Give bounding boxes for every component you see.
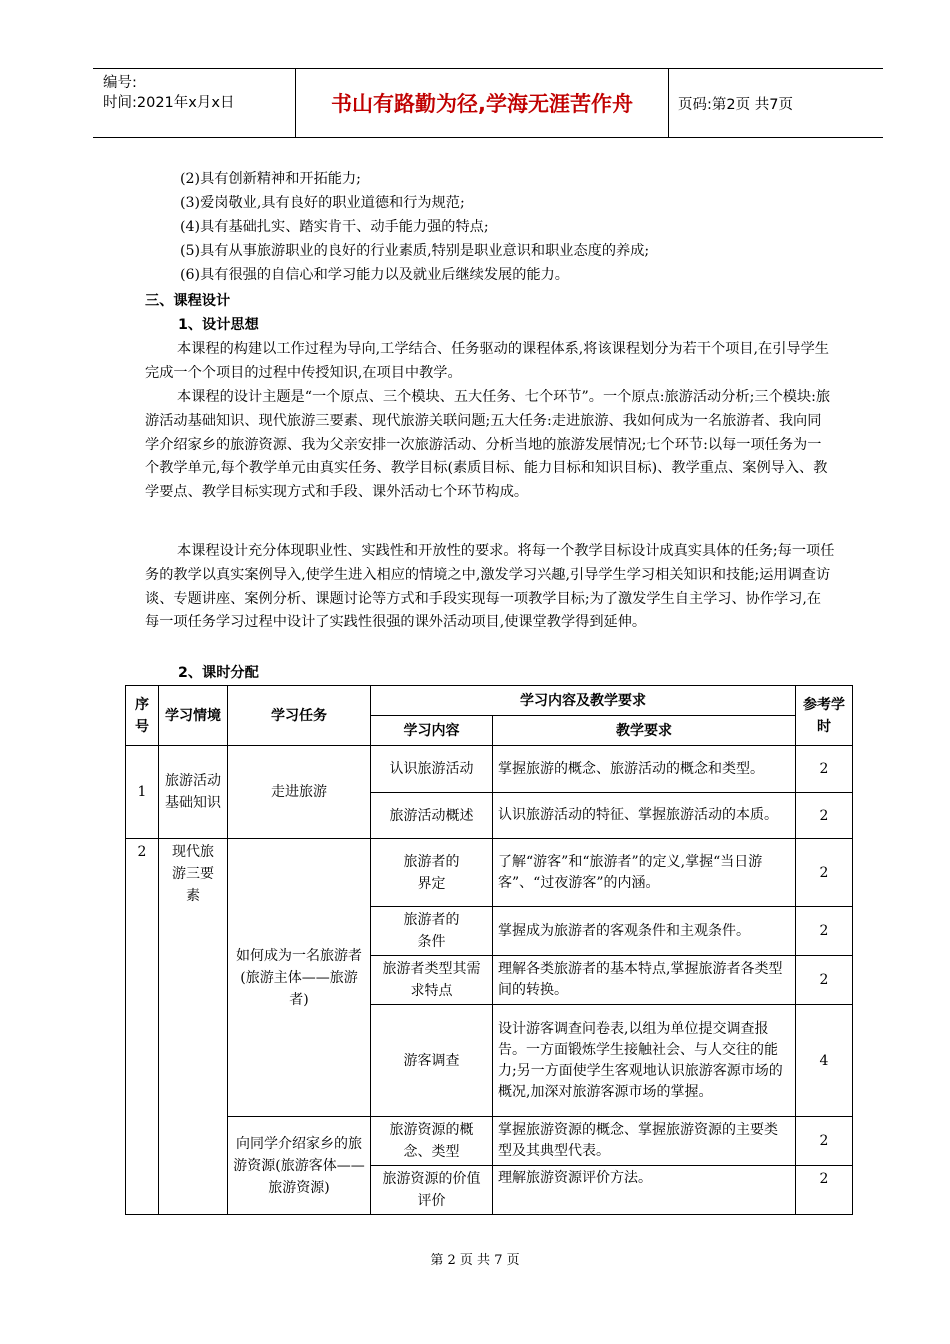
- time-label: 时间:2021年x月x日: [103, 95, 235, 111]
- task-cell: 如何成为一名旅游者(旅游主体——旅游者): [228, 839, 371, 1117]
- hours-cell: 2: [796, 907, 853, 956]
- ability-item: (6)具有很强的自信心和学习能力以及就业后继续发展的能力。: [180, 267, 569, 283]
- requirement-cell: 理解旅游资源评价方法。: [493, 1166, 796, 1215]
- subsection-title: 1、设计思想: [178, 317, 259, 333]
- content-cell: 旅游资源的概念、类型: [371, 1117, 493, 1166]
- requirement-cell: 了解“游客”和“旅游者”的定义,掌握“当日游客”、“过夜游客”的内涵。: [493, 839, 796, 907]
- content-cell: 旅游者的条件: [371, 907, 493, 956]
- ability-item: (3)爱岗敬业,具有良好的职业道德和行为规范;: [180, 195, 465, 211]
- ability-item: (5)具有从事旅游职业的良好的行业素质,特别是职业意识和职业态度的养成;: [180, 243, 650, 259]
- requirement-cell: 理解各类旅游者的基本特点,掌握旅游者各类型间的转换。: [493, 956, 796, 1005]
- ability-item: (4)具有基础扎实、踏实肯干、动手能力强的特点;: [180, 219, 489, 235]
- table-row: [126, 839, 853, 907]
- hours-table: [125, 685, 853, 1215]
- context-cell: 现代旅游三要素: [159, 839, 228, 1215]
- ability-item: (2)具有创新精神和开拓能力;: [180, 171, 361, 187]
- header-context: 学习情境: [159, 686, 228, 746]
- seq-cell: 2: [126, 839, 159, 1215]
- hours-cell: 2: [796, 1117, 853, 1166]
- motto: 书山有路勤为径,学海无涯苦作舟: [295, 69, 669, 137]
- requirement-cell: 设计游客调查问卷表,以组为单位提交调查报告。一方面锻炼学生接触社会、与人交往的能力;另一方面使学生客观地认识旅游客源市场的概况,加深对旅游客源市场的掌握。: [493, 1005, 796, 1117]
- header-hours: 参考学时: [796, 686, 853, 746]
- paragraph: 本课程的设计主题是“一个原点、三个模块、五大任务、七个环节”。一个原点:旅游活动分析;三个模块:旅游活动基础知识、现代旅游三要素、现代旅游关联问题;五大任务:走进旅游、我如何成为一名旅游者、我向同学介绍家乡的旅游资源、我为父亲安排一次旅游活动、分析当地的旅游发展情况;七个环节:以每一项任务为一个教学单元,每个教学单元由真实任务、教学目标(素质目标、能力目标和知识目标)、教学重点、案例导入、教学要点、教学目标实现方式和手段、课外活动七个环节构成。: [145, 389, 831, 501]
- content-cell: 认识旅游活动: [371, 746, 493, 793]
- subsection-title: 2、课时分配: [178, 665, 259, 681]
- hours-cell: 2: [796, 956, 853, 1005]
- header-task: 学习任务: [228, 686, 371, 746]
- header-requirement: 教学要求: [493, 716, 796, 746]
- content-cell: 旅游资源的价值评价: [371, 1166, 493, 1215]
- requirement-cell: 掌握成为旅游者的客观条件和主观条件。: [493, 907, 796, 956]
- content-cell: 旅游者的界定: [371, 839, 493, 907]
- page-footer: 第 2 页 共 7 页: [430, 1253, 520, 1268]
- task-cell: 走进旅游: [228, 746, 371, 839]
- hours-cell: 2: [796, 746, 853, 793]
- number-label: 编号:: [103, 75, 137, 91]
- task-cell: 向同学介绍家乡的旅游资源(旅游客体——旅游资源): [228, 1117, 371, 1215]
- content-cell: 旅游者类型其需求特点: [371, 956, 493, 1005]
- context-cell: 旅游活动基础知识: [159, 746, 228, 839]
- content-cell: 旅游活动概述: [371, 793, 493, 839]
- table-row: [126, 1117, 853, 1166]
- requirement-cell: 掌握旅游的概念、旅游活动的概念和类型。: [493, 746, 796, 793]
- hours-cell: 2: [796, 1166, 853, 1215]
- page-header: [93, 68, 883, 138]
- page-info: 页码:第2页 共7页: [678, 97, 793, 113]
- hours-cell: 2: [796, 839, 853, 907]
- header-left: [93, 69, 295, 137]
- table-row: [126, 746, 853, 793]
- requirement-cell: 认识旅游活动的特征、掌握旅游活动的本质。: [493, 793, 796, 839]
- paragraph: 本课程的构建以工作过程为导向,工学结合、任务驱动的课程体系,将该课程划分为若干个项目,在引导学生完成一个个项目的过程中传授知识,在项目中教学。: [145, 341, 829, 381]
- paragraph: 本课程设计充分体现职业性、实践性和开放性的要求。将每一个教学目标设计成真实具体的任务;每一项任务的教学以真实案例导入,使学生进入相应的情境之中,激发学习兴趣,引导学生学习相关知识和技能;运用调查访谈、专题讲座、案例分析、课题讨论等方式和手段实现每一项教学目标;为了激发学生自主学习、协作学习,在每一项任务学习过程中设计了实践性很强的课外活动项目,使课堂教学得到延伸。: [145, 543, 835, 631]
- content-cell: 游客调查: [371, 1005, 493, 1117]
- header-content-group: 学习内容及教学要求: [371, 686, 796, 716]
- header-seq: 序号: [126, 686, 159, 746]
- section-title: 三、课程设计: [145, 293, 231, 309]
- requirement-cell: 掌握旅游资源的概念、掌握旅游资源的主要类型及其典型代表。: [493, 1117, 796, 1166]
- header-content: 学习内容: [371, 716, 493, 746]
- hours-cell: 4: [796, 1005, 853, 1117]
- hours-cell: 2: [796, 793, 853, 839]
- seq-cell: 1: [126, 746, 159, 839]
